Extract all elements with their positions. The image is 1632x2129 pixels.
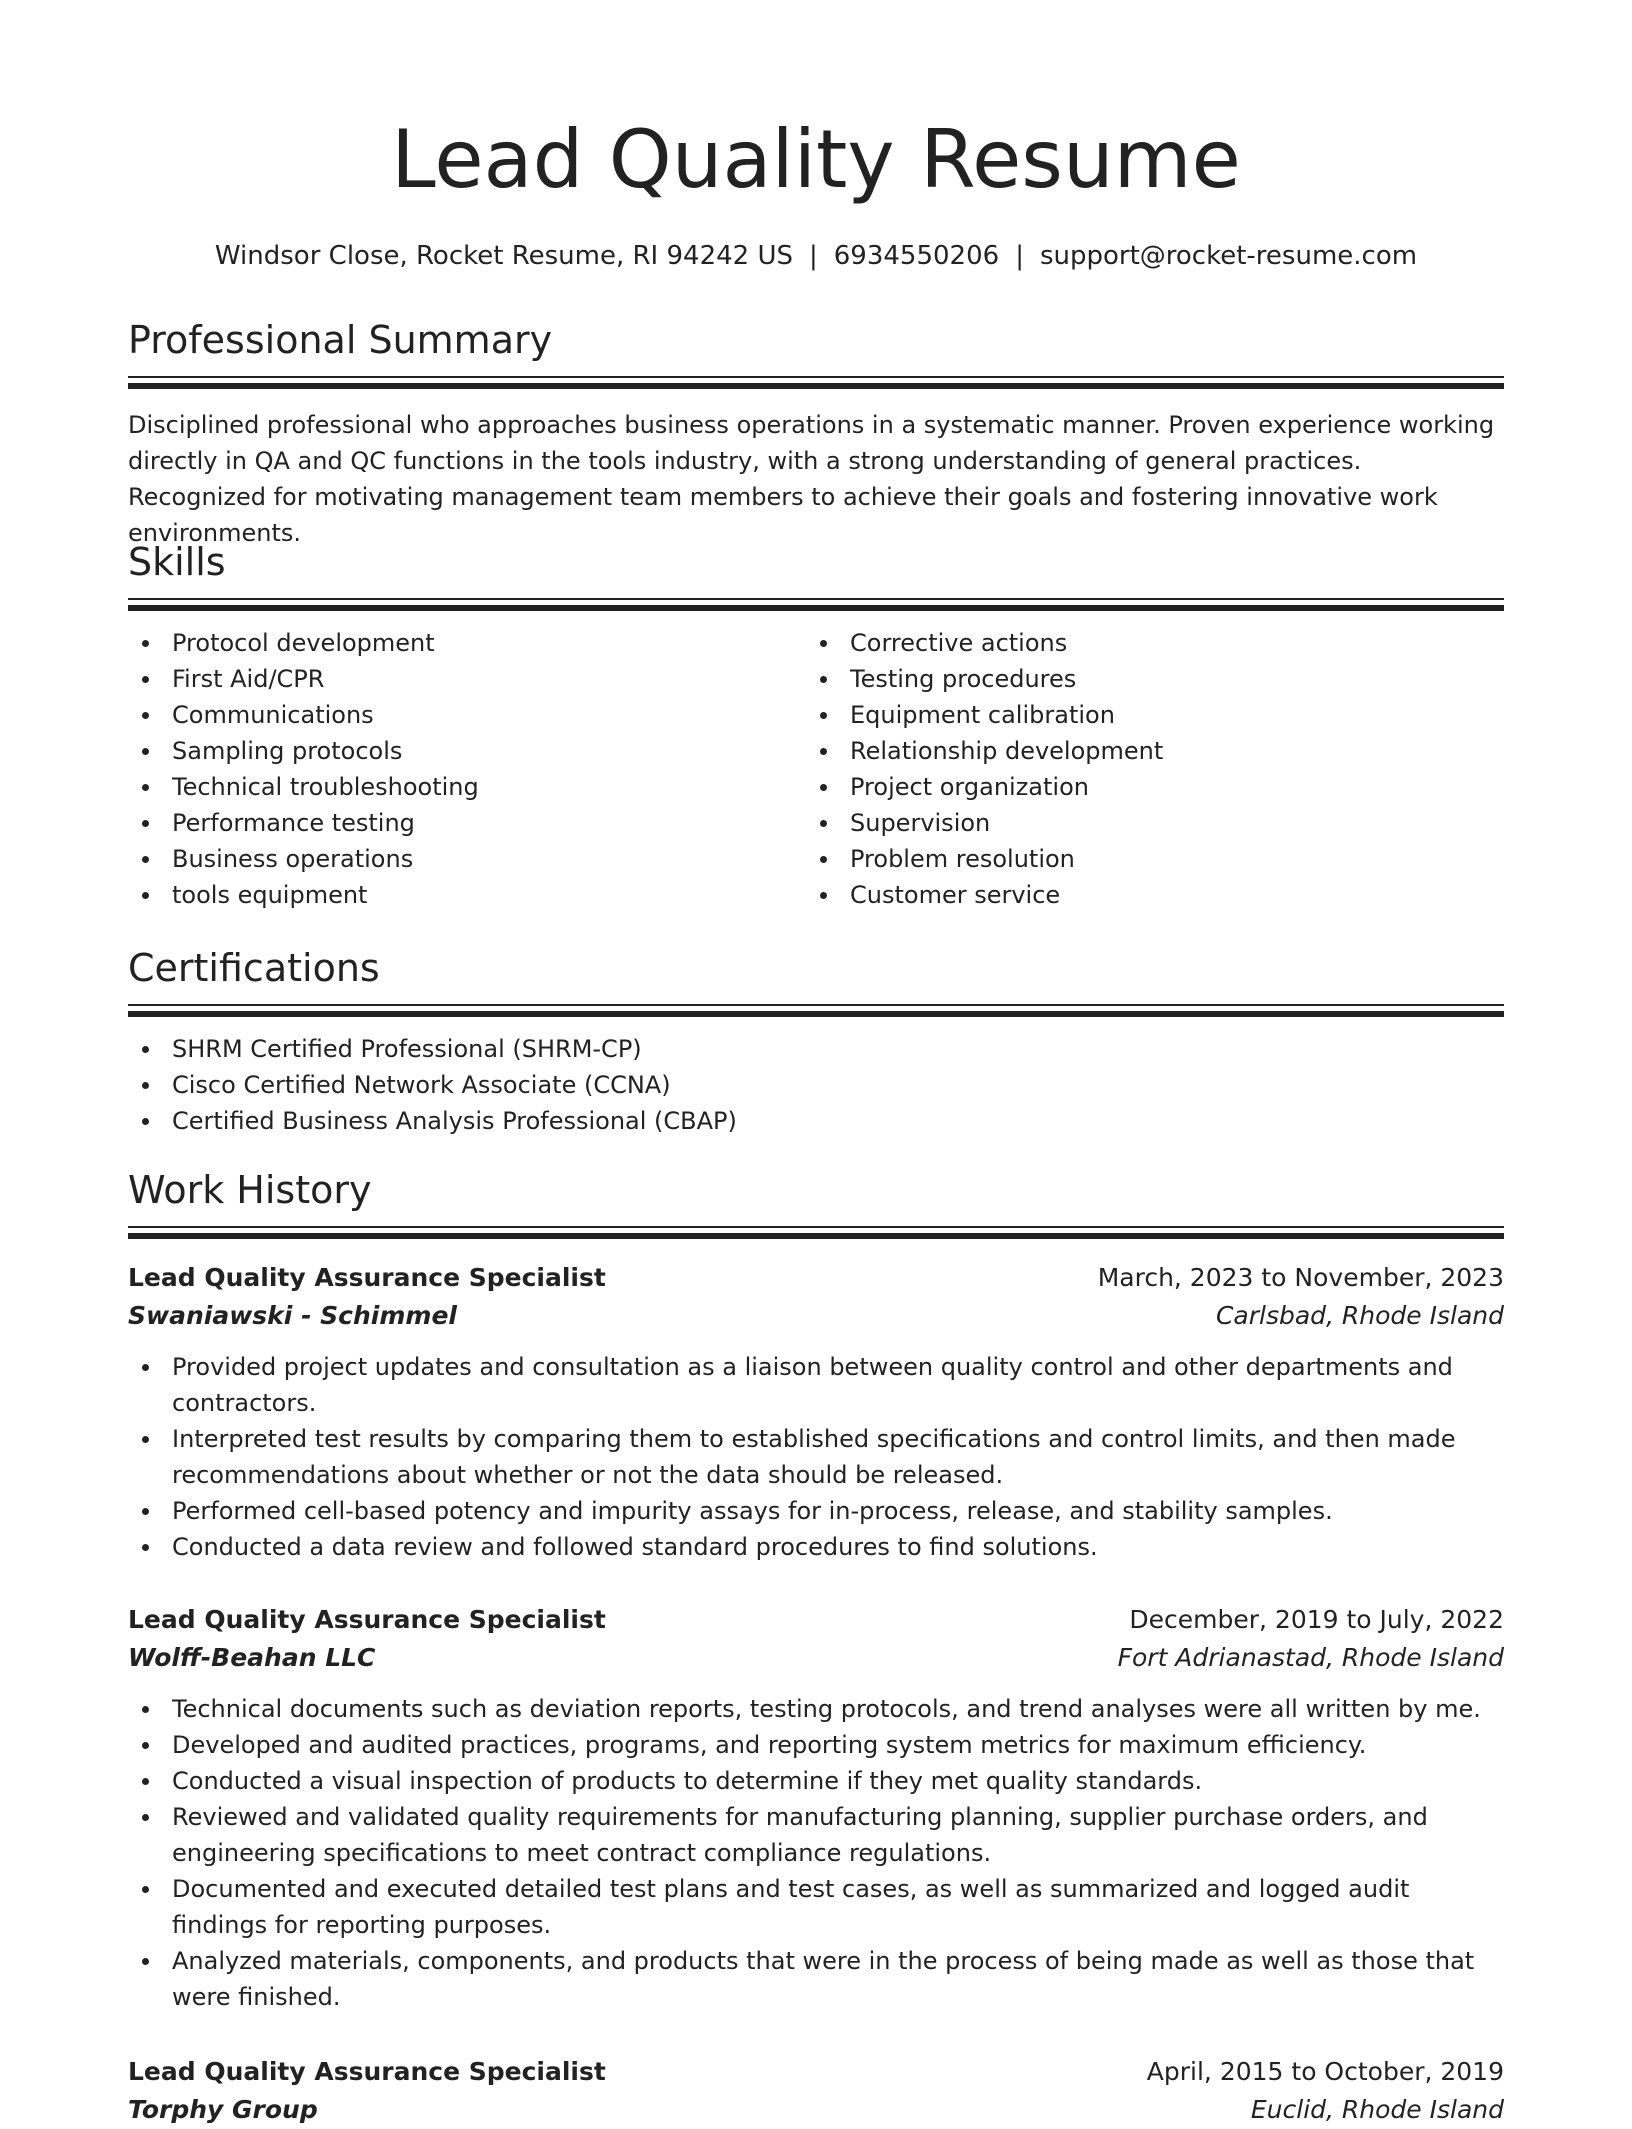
skill-item: tools equipment [128, 877, 806, 913]
job-title: Lead Quality Assurance Specialist [128, 1605, 606, 1634]
contact-line [128, 241, 1504, 271]
skill-item: Supervision [806, 805, 1484, 841]
section-rule-thick [128, 1233, 1504, 1239]
work-history-section [128, 1168, 1504, 1239]
certifications-heading: Certifications [128, 946, 380, 990]
skill-item: Project organization [806, 769, 1484, 805]
section-rule-thick [128, 1011, 1504, 1017]
contact-address: Windsor Close, Rocket Resume, RI 94242 US [214, 241, 793, 271]
job-dates: April, 2015 to October, 2019 [1146, 2057, 1504, 2086]
job-company: Swaniawski - Schimmel [128, 1301, 457, 1330]
job-company: Torphy Group [128, 2095, 318, 2124]
skill-item: Customer service [806, 877, 1484, 913]
skills-list-left [128, 625, 806, 913]
skill-item: Corrective actions [806, 625, 1484, 661]
skill-item: Sampling protocols [128, 733, 806, 769]
skill-item: First Aid/CPR [128, 661, 806, 697]
section-rule [128, 376, 1504, 378]
job-bullet: Documented and executed detailed test plans and test cases, as well as summarized and logged audit findings for reporting purposes. [128, 1871, 1504, 1943]
contact-separator: | [1015, 241, 1024, 271]
job-entry [128, 1601, 1504, 2015]
job-entry [128, 2053, 1504, 2129]
job-bullet: Reviewed and validated quality requirements for manufacturing planning, supplier purchase orders, and engineering specifications to meet contract compliance regulations. [128, 1799, 1504, 1871]
section-rule-thick [128, 605, 1504, 611]
summary-text: Disciplined professional who approaches business operations in a systematic manner. Proven experience working directly in QA and QC functions in the tools industry, with a strong understanding of general practices. Recognized for motivating management team members to achieve their goals and fostering innovative work environments. [128, 411, 1495, 547]
job-subheader [128, 2091, 1504, 2129]
job-dates: December, 2019 to July, 2022 [1129, 1605, 1504, 1634]
section-rule [128, 598, 1504, 600]
job-bullet: Conducted a visual inspection of products to determine if they met quality standards. [128, 1763, 1504, 1799]
certifications-list [128, 1031, 1504, 1139]
job-location: Fort Adrianastad, Rhode Island [1117, 1643, 1504, 1672]
job-bullet: Interpreted test results by comparing them to established specifications and control limits, and then made recommendations about whether or not the data should be released. [128, 1421, 1504, 1493]
job-bullets [128, 1349, 1504, 1565]
job-bullet: Technical documents such as deviation reports, testing protocols, and trend analyses were all written by me. [128, 1691, 1504, 1727]
job-subheader [128, 1297, 1504, 1335]
skills-columns [128, 625, 1504, 913]
job-entry [128, 1259, 1504, 1565]
job-bullets [128, 1691, 1504, 2015]
summary-heading: Professional Summary [128, 318, 553, 362]
job-header [128, 1601, 1504, 1639]
section-rule [128, 1004, 1504, 1006]
job-bullet: Analyzed materials, components, and products that were in the process of being made as well as those that were finished. [128, 1943, 1504, 2015]
skill-item: Problem resolution [806, 841, 1484, 877]
skill-item: Equipment calibration [806, 697, 1484, 733]
job-location: Carlsbad, Rhode Island [1215, 1301, 1504, 1330]
job-bullet: Provided project updates and consultation as a liaison between quality control and other departments and contractors. [128, 1349, 1504, 1421]
contact-email: support@rocket-resume.com [1039, 241, 1418, 271]
certification-item: Certified Business Analysis Professional (CBAP) [128, 1103, 1504, 1139]
job-title: Lead Quality Assurance Specialist [128, 2057, 606, 2086]
job-company: Wolff-Beahan LLC [128, 1643, 376, 1672]
job-subheader [128, 1639, 1504, 1677]
certification-item: SHRM Certified Professional (SHRM-CP) [128, 1031, 1504, 1067]
section-rule [128, 1226, 1504, 1228]
skill-item: Communications [128, 697, 806, 733]
skill-item: Relationship development [806, 733, 1484, 769]
skills-heading: Skills [128, 540, 226, 584]
job-location: Euclid, Rhode Island [1250, 2095, 1504, 2124]
job-header [128, 2053, 1504, 2091]
job-bullet: Developed and audited practices, programs, and reporting system metrics for maximum efficiency. [128, 1727, 1504, 1763]
work-history-heading: Work History [128, 1168, 372, 1212]
job-bullet: Conducted a data review and followed standard procedures to find solutions. [128, 1529, 1504, 1565]
contact-phone: 6934550206 [833, 241, 1000, 271]
skill-item: Performance testing [128, 805, 806, 841]
section-rule-thick [128, 383, 1504, 389]
job-header [128, 1259, 1504, 1297]
skill-item: Testing procedures [806, 661, 1484, 697]
skill-item: Technical troubleshooting [128, 769, 806, 805]
skill-item: Business operations [128, 841, 806, 877]
job-bullet: Performed cell-based potency and impurity assays for in-process, release, and stability samples. [128, 1493, 1504, 1529]
skills-list-right [806, 625, 1484, 913]
skill-item: Protocol development [128, 625, 806, 661]
resume-title: Lead Quality Resume [391, 113, 1241, 206]
contact-separator: | [809, 241, 818, 271]
job-title: Lead Quality Assurance Specialist [128, 1263, 606, 1292]
summary-section [128, 318, 1504, 551]
job-dates: March, 2023 to November, 2023 [1097, 1263, 1504, 1292]
certifications-section [128, 946, 1504, 1139]
certification-item: Cisco Certified Network Associate (CCNA) [128, 1067, 1504, 1103]
skills-section [128, 540, 1504, 913]
